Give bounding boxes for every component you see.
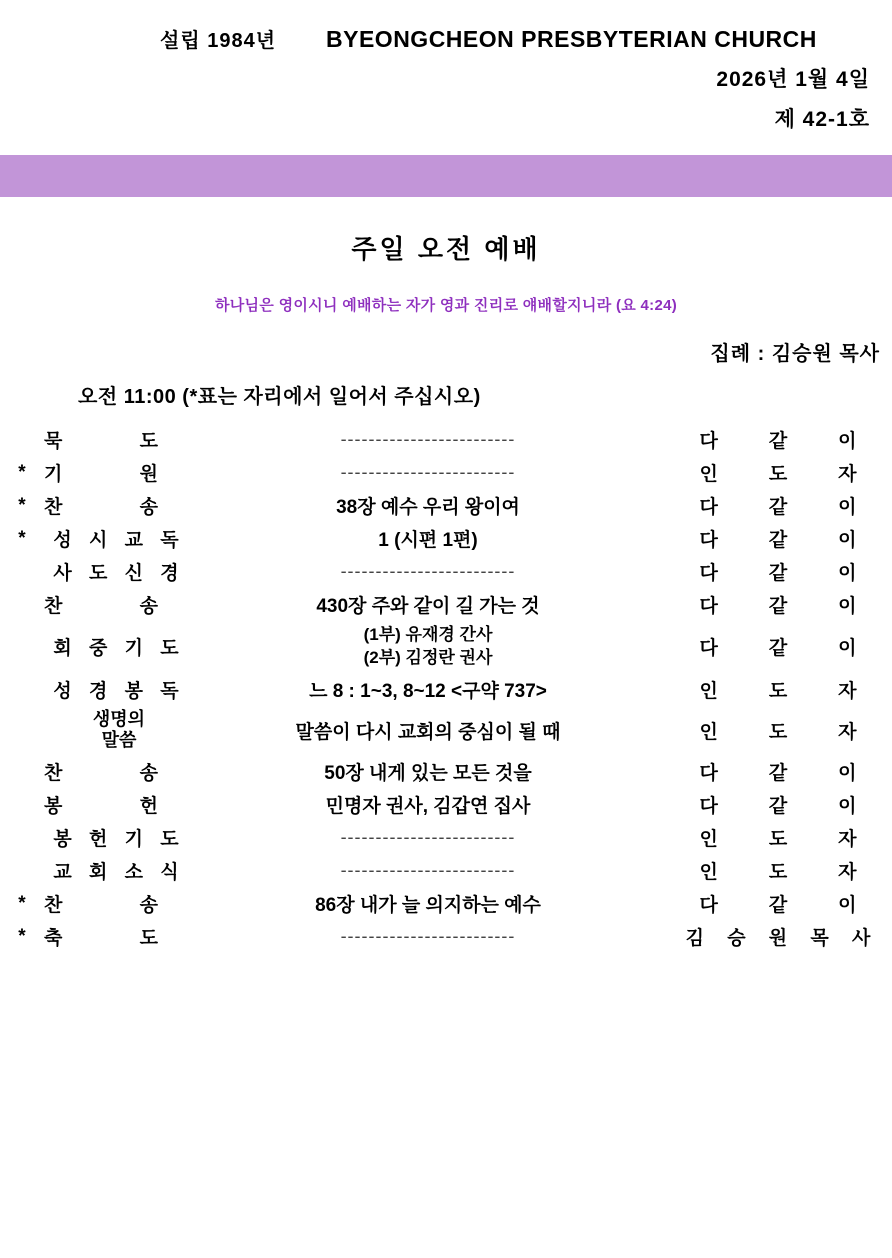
founded-year: 설립 1984년: [160, 30, 277, 52]
order-item-participant: [662, 489, 892, 522]
order-item-detail: -------------------------: [340, 860, 516, 881]
order-standing-marker: *: [18, 527, 26, 549]
order-row: [0, 673, 892, 706]
order-item-detail: 50장 내게 있는 모든 것을: [324, 763, 532, 785]
order-standing-marker: [0, 788, 44, 821]
order-item-participant: [662, 887, 892, 920]
bulletin-issue-number: 제 42-1호: [774, 108, 870, 131]
participant-char: 다: [699, 563, 718, 584]
participant-char: 도: [768, 829, 788, 851]
order-standing-marker: [0, 706, 44, 755]
participant-char: 다: [699, 530, 718, 551]
participant-char: 자: [838, 829, 857, 851]
participant-char: 다: [699, 763, 718, 785]
participant-char: 인: [699, 721, 718, 743]
participant-char: 이: [838, 895, 857, 917]
participant-char: 같: [768, 596, 788, 617]
participant-char: 원: [768, 928, 788, 950]
order-item-detail: -------------------------: [340, 429, 516, 449]
service-time-note: 오전 11:00 (*표는 자리에서 일어서 주십시오): [78, 386, 481, 408]
participant-char: 승: [727, 928, 746, 950]
order-item-detail: (1부) 유재경 간사 (2부) 김정란 권사: [363, 625, 493, 667]
order-item-detail: -------------------------: [340, 462, 516, 482]
order-item-participant: [662, 423, 892, 456]
order-item-participant: [662, 522, 892, 555]
participant-char: 같: [768, 638, 788, 660]
participant-char: 다: [699, 497, 718, 518]
order-item-participant: [662, 456, 892, 489]
participant-char: 김: [685, 928, 704, 950]
order-item-detail: 말씀이 다시 교회의 중심이 될 때: [295, 721, 561, 743]
participant-char: 다: [699, 895, 718, 917]
participant-char: 이: [838, 530, 857, 551]
order-item-detail: 430장 주와 같이 길 가는 것: [316, 596, 540, 617]
officiant-label: 집례 : 김승원 목사: [710, 343, 880, 365]
order-row: [0, 854, 892, 887]
participant-char: 자: [838, 680, 857, 702]
participant-char: 인: [699, 680, 718, 702]
order-item-detail: -------------------------: [340, 561, 516, 581]
order-standing-marker: [0, 588, 44, 621]
order-row: [0, 522, 892, 555]
participant-char: 인: [699, 464, 718, 485]
participant-char: 이: [838, 497, 857, 518]
order-item-name: 성 경 봉 독: [53, 680, 185, 702]
participant-char: 도: [768, 721, 788, 743]
order-item-participant: [662, 854, 892, 887]
order-standing-marker: *: [18, 925, 26, 947]
order-item-participant: [662, 621, 892, 673]
church-name: BYEONGCHEON PRESBYTERIAN CHURCH: [326, 26, 817, 52]
order-item-participant: [662, 755, 892, 788]
order-item-detail: 38장 예수 우리 왕이여: [336, 497, 520, 518]
order-item-name: 생명의 말씀: [92, 708, 146, 751]
order-item-name: 성 시 교 독: [53, 530, 185, 551]
order-item-name: 사 도 신 경: [53, 563, 185, 584]
order-item-name: 교 회 소 식: [53, 862, 185, 884]
service-title: 주일 오전 예배: [351, 234, 541, 264]
order-item-name: 묵 도: [44, 431, 194, 452]
order-standing-marker: *: [18, 892, 26, 914]
service-scripture-verse: 하나님은 영이시니 예배하는 자가 영과 진리로 얘배할지니라 (요 4:24): [214, 297, 678, 314]
order-row: [0, 489, 892, 522]
participant-char: 같: [768, 563, 788, 584]
order-item-name: 찬 송: [44, 497, 194, 518]
bulletin-date: 2026년 1월 4일: [716, 68, 870, 91]
order-item-name: 찬 송: [44, 763, 194, 785]
order-row: [0, 755, 892, 788]
participant-char: 이: [838, 596, 857, 617]
order-item-name: 찬 송: [44, 596, 194, 617]
order-standing-marker: [0, 423, 44, 456]
order-standing-marker: [0, 673, 44, 706]
participant-char: 이: [838, 796, 857, 818]
order-row: [0, 555, 892, 588]
order-row: [0, 821, 892, 854]
order-item-detail: -------------------------: [340, 926, 516, 947]
order-standing-marker: *: [18, 494, 26, 516]
order-item-participant: [662, 555, 892, 588]
participant-char: 자: [838, 862, 857, 884]
order-item-detail: 느 8 : 1~3, 8~12 <구약 737>: [309, 680, 547, 702]
participant-char: 사: [851, 928, 871, 950]
order-row: [0, 456, 892, 489]
order-row: [0, 887, 892, 920]
participant-char: 같: [768, 497, 788, 518]
participant-char: 이: [838, 431, 857, 452]
order-item-participant: [662, 673, 892, 706]
order-row: [0, 423, 892, 456]
bulletin-header: [0, 0, 892, 133]
participant-char: 다: [699, 796, 718, 818]
order-standing-marker: [0, 555, 44, 588]
participant-char: 같: [768, 530, 788, 551]
order-row: [0, 706, 892, 755]
header-top-row: [0, 0, 880, 53]
order-item-name: 축 도: [44, 928, 194, 950]
order-standing-marker: [0, 854, 44, 887]
participant-char: 인: [699, 829, 718, 851]
order-item-name: 회 중 기 도: [53, 638, 185, 660]
order-standing-marker: *: [18, 461, 26, 483]
order-standing-marker: [0, 821, 44, 854]
participant-char: 도: [768, 464, 788, 485]
participant-char: 이: [838, 638, 857, 660]
purple-divider-band: [0, 155, 892, 197]
order-item-participant: [662, 788, 892, 821]
participant-char: 같: [768, 431, 788, 452]
participant-char: 도: [768, 862, 788, 884]
order-standing-marker: [0, 755, 44, 788]
order-item-participant: [662, 821, 892, 854]
participant-char: 다: [699, 596, 718, 617]
participant-char: 이: [838, 563, 857, 584]
order-item-name: 기 원: [44, 464, 194, 485]
participant-char: 다: [699, 638, 718, 660]
order-item-detail: 1 (시편 1편): [378, 530, 478, 551]
order-item-name: 찬 송: [44, 895, 194, 917]
order-item-detail: 민명자 권사, 김갑연 집사: [325, 796, 531, 818]
order-item-name: 봉 헌 기 도: [53, 829, 185, 851]
participant-char: 같: [768, 895, 788, 917]
order-item-participant: [662, 588, 892, 621]
order-item-name: 봉 헌: [44, 796, 194, 818]
order-standing-marker: [0, 621, 44, 673]
order-item-detail: 86장 내가 늘 의지하는 예수: [315, 895, 541, 917]
participant-char: 같: [768, 763, 788, 785]
order-row: [0, 920, 892, 953]
participant-char: 자: [838, 464, 857, 485]
participant-char: 다: [699, 431, 718, 452]
participant-char: 이: [838, 763, 857, 785]
order-item-participant: [662, 920, 892, 953]
participant-char: 도: [768, 680, 788, 702]
participant-char: 인: [699, 862, 718, 884]
order-row: [0, 788, 892, 821]
order-item-participant: [662, 706, 892, 755]
participant-char: 같: [768, 796, 788, 818]
participant-char: 자: [838, 721, 857, 743]
order-row: [0, 621, 892, 673]
order-of-worship-table: [0, 423, 892, 953]
order-row: [0, 588, 892, 621]
order-item-detail: -------------------------: [340, 827, 516, 848]
participant-char: 목: [810, 928, 829, 950]
